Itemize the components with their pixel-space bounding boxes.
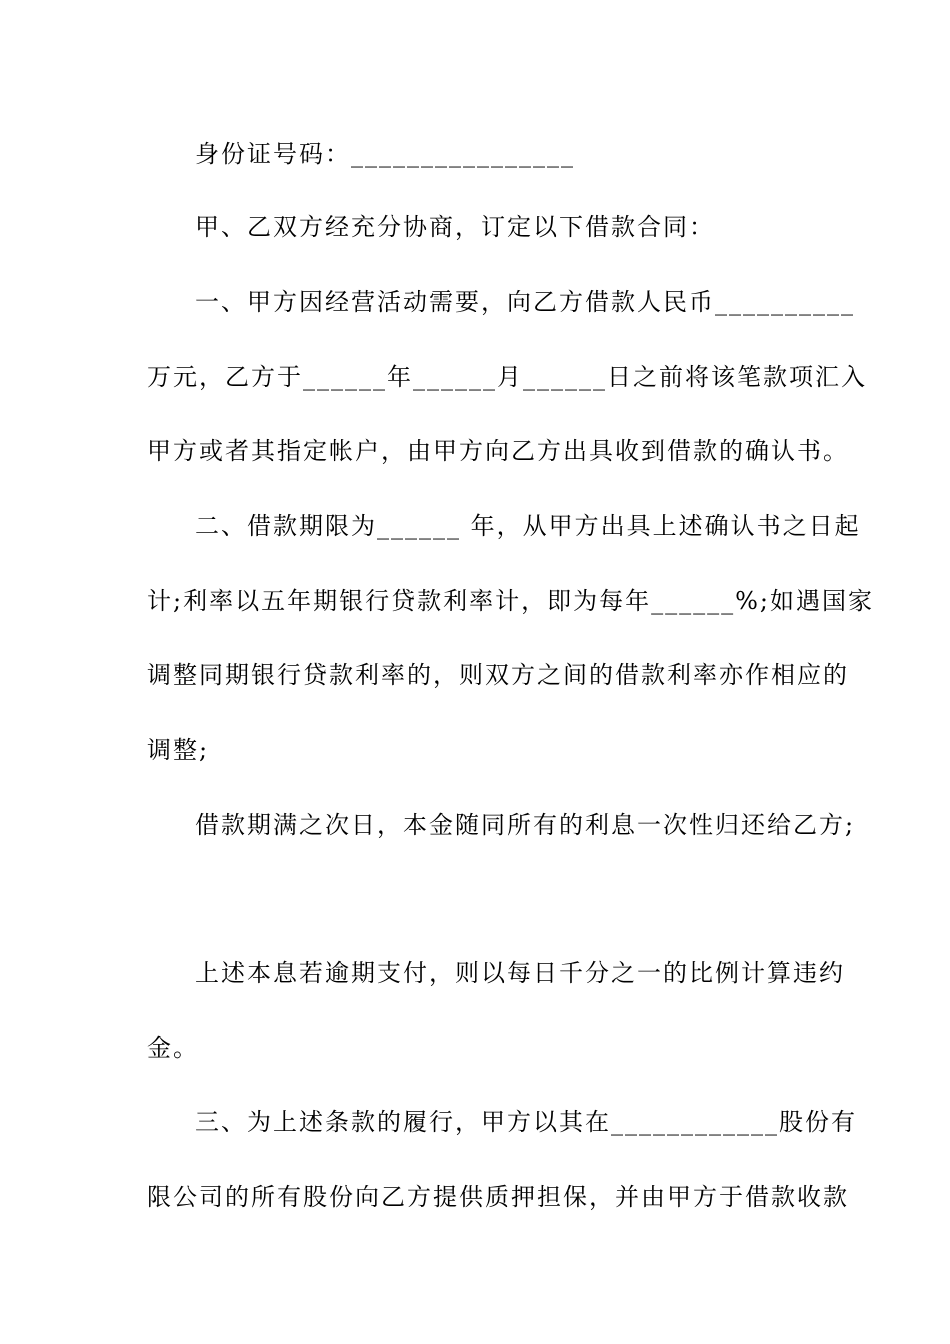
clause2-line1: 二、借款期限为______ 年，从甲方出具上述确认书之日起: [195, 512, 861, 540]
clause1-line2: 万元，乙方于______年______月______日之前将该笔款项汇入: [147, 363, 867, 391]
clause2-line4: 调整;: [147, 736, 210, 764]
clause1-line3: 甲方或者其指定帐户，由甲方向乙方出具收到借款的确认书。: [147, 437, 849, 465]
clause3-line2: 限公司的所有股份向乙方提供质押担保，并由甲方于借款收款: [147, 1183, 849, 1211]
clause3-line1: 三、为上述条款的履行，甲方以其在____________股份有: [195, 1108, 857, 1136]
clause1-line1: 一、甲方因经营活动需要，向乙方借款人民币__________: [195, 288, 855, 316]
penalty-line1: 上述本息若逾期支付，则以每日千分之一的比例计算违约: [195, 959, 845, 987]
clause2-line3: 调整同期银行贷款利率的，则双方之间的借款利率亦作相应的: [147, 661, 849, 689]
clause2-line2: 计;利率以五年期银行贷款利率计，即为每年______%;如遇国家: [147, 587, 874, 615]
intro-line: 甲、乙双方经充分协商，订定以下借款合同：: [195, 213, 715, 241]
penalty-line2: 金。: [147, 1034, 199, 1062]
repay-line: 借款期满之次日，本金随同所有的利息一次性归还给乙方;: [195, 811, 856, 839]
id-number-line: 身份证号码：________________: [195, 140, 575, 168]
